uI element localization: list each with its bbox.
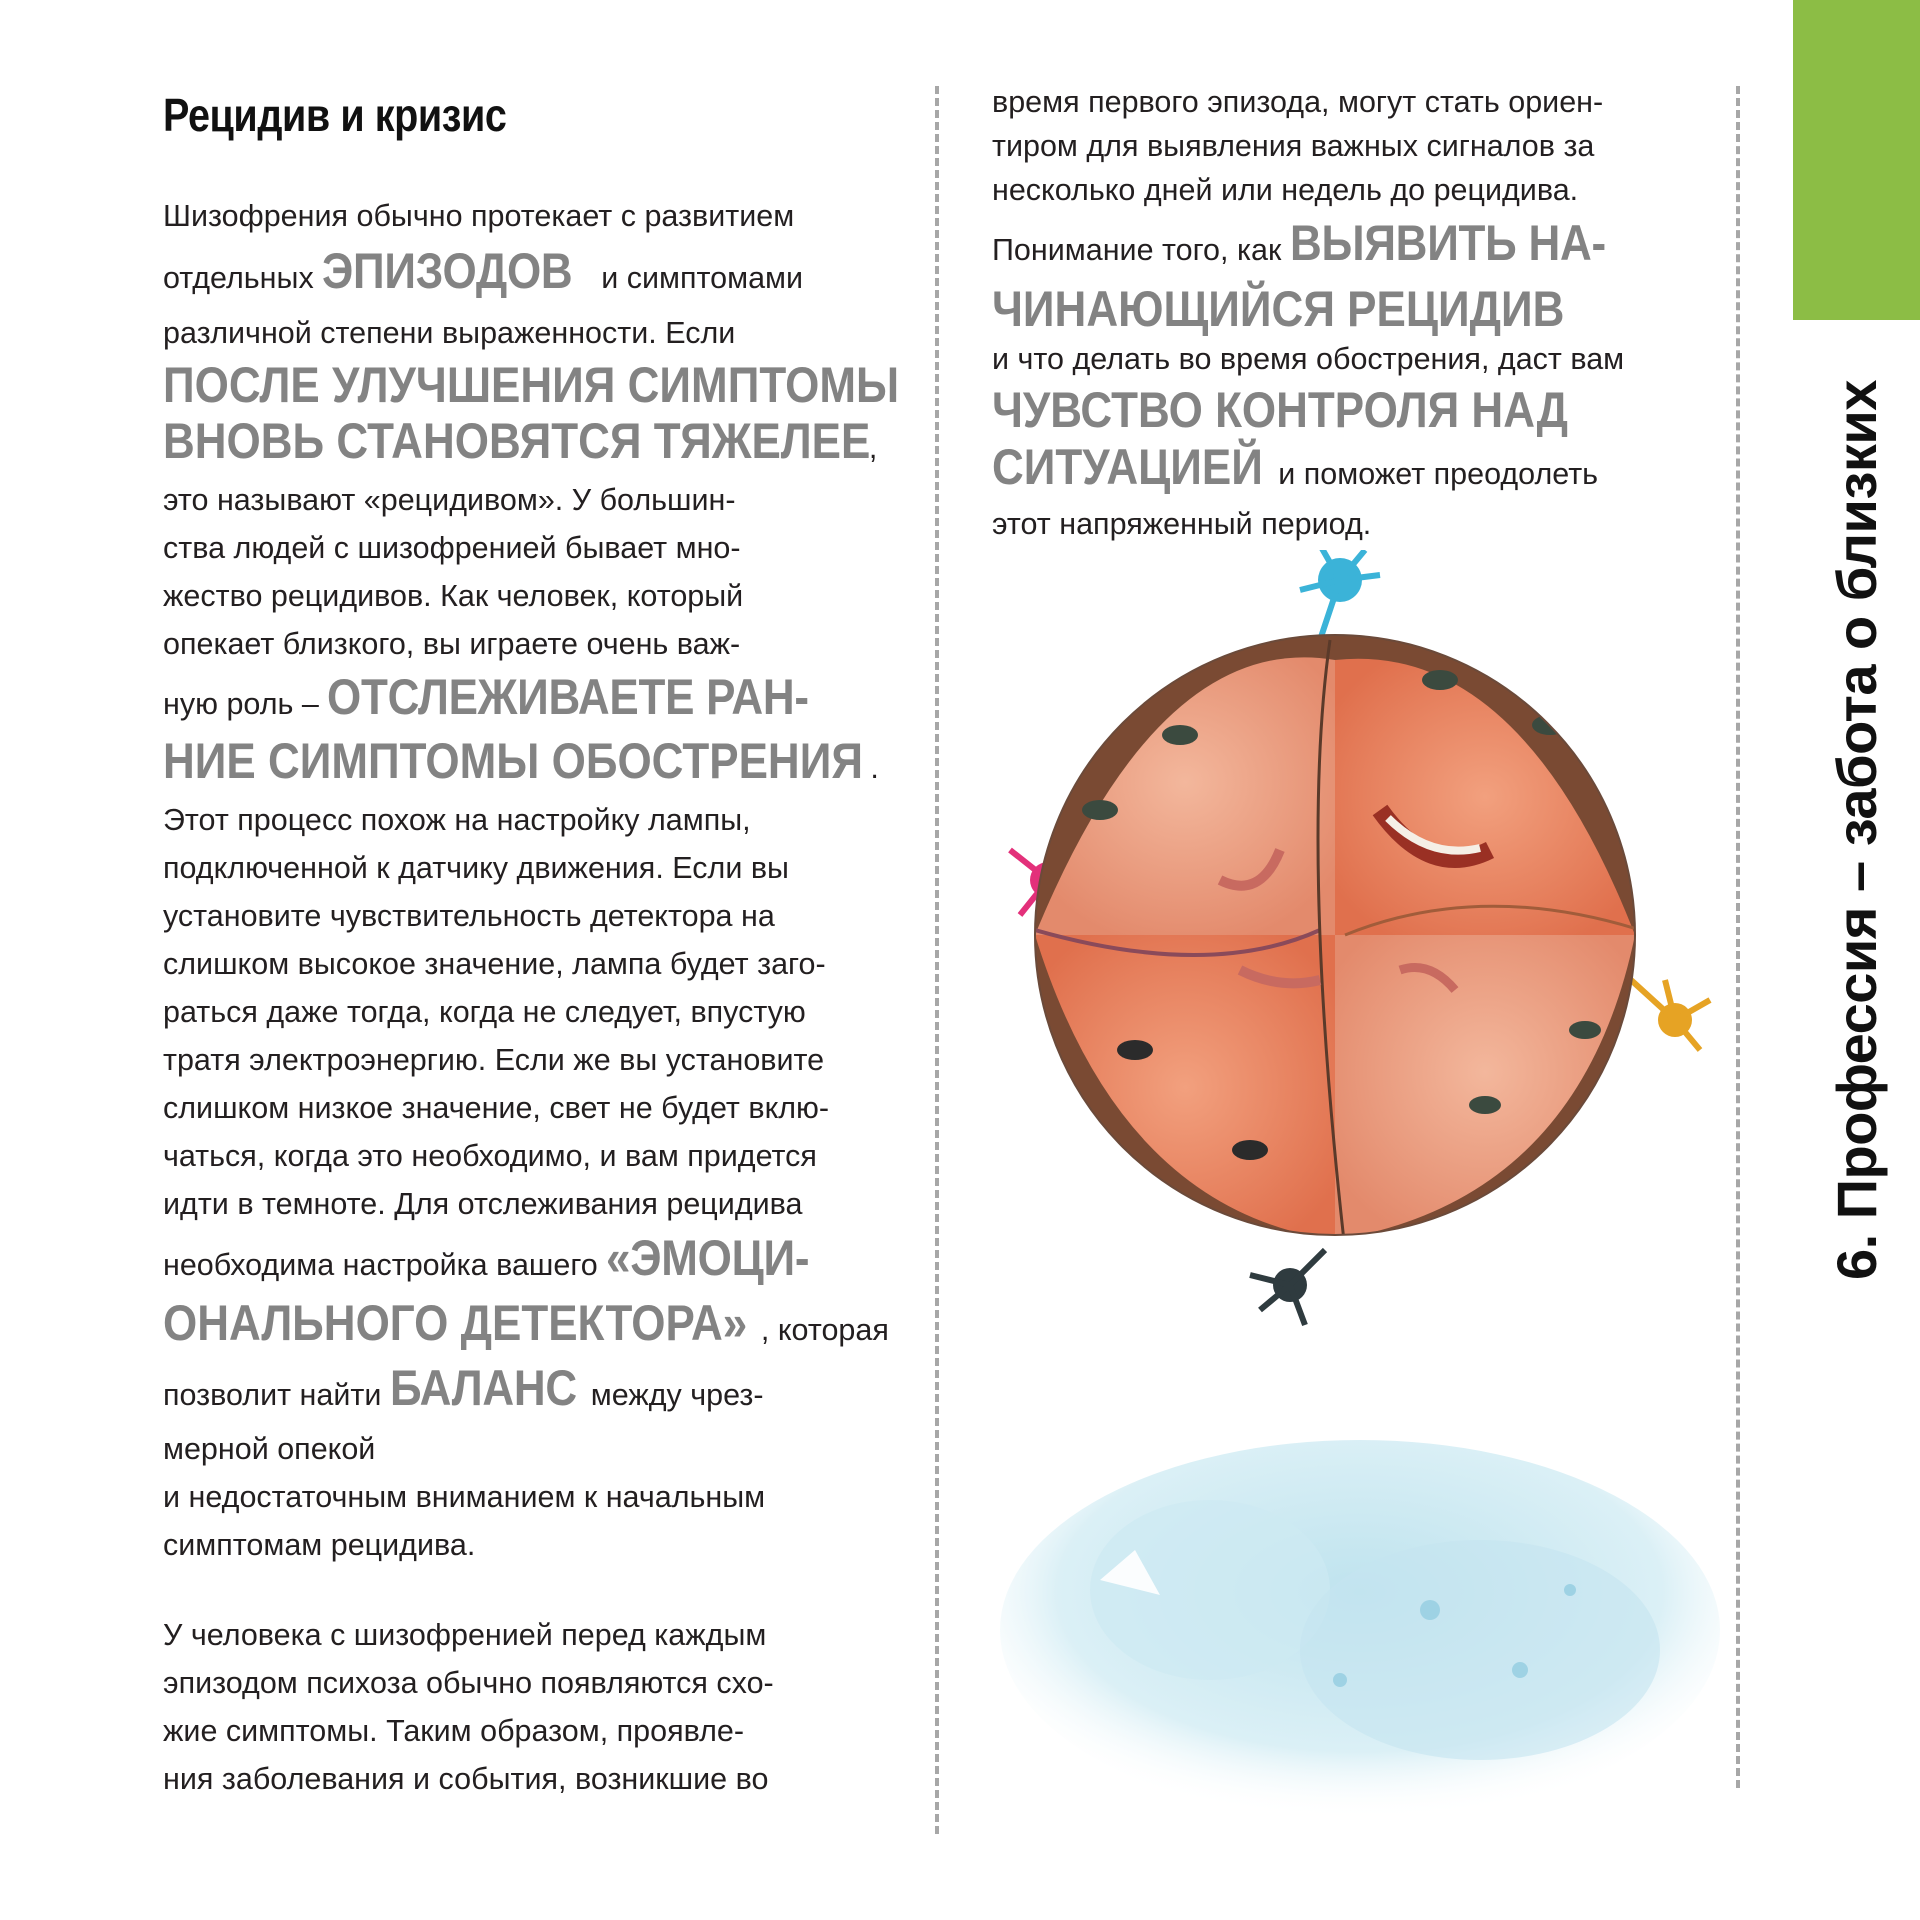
text-fragment: ную роль –	[163, 687, 328, 721]
highlight-line	[992, 381, 1732, 439]
text-fragment: отдельных	[163, 261, 323, 295]
text-line: установите чувствительность детектора на	[163, 899, 775, 933]
text-line: тиром для выявления важных сигналов за	[992, 129, 1595, 163]
text-line: этот напряженный период.	[992, 507, 1372, 541]
text-line: несколько дней или недель до рецидива.	[992, 173, 1579, 207]
text-line: жие симптомы. Таким образом, проявле-	[163, 1714, 745, 1748]
highlight-line	[163, 733, 923, 796]
text-fragment: ,	[868, 431, 878, 465]
left-column	[163, 192, 923, 1803]
section-heading: Рецидив и кризис	[163, 89, 507, 141]
text-line: слишком высокое значение, лампа будет заго-	[163, 947, 826, 981]
text-line: подключенной к датчику движения. Если вы	[163, 851, 789, 885]
text-line	[163, 240, 923, 309]
text-line: различной степени выраженности. Если	[163, 316, 736, 350]
text-line: жество рецидивов. Как человек, который	[163, 579, 744, 613]
column-divider-right	[1736, 86, 1740, 1788]
highlight-line	[163, 357, 923, 413]
highlight-line	[992, 281, 1732, 337]
text-line	[163, 668, 923, 733]
highlight-line	[163, 1295, 923, 1358]
text-line	[163, 1358, 923, 1425]
chapter-color-tab	[1793, 0, 1920, 320]
right-column	[992, 80, 1732, 546]
text-line: опекает близкого, вы играете очень важ-	[163, 627, 741, 661]
text-fragment: и симптомами	[592, 261, 804, 295]
text-line: тратя электроэнергию. Если же вы установите	[163, 1043, 825, 1077]
highlight-text: ЧУВСТВО КОНТРОЛЯ НАД	[992, 382, 1568, 438]
text-line: эпизодом психоза обычно появляются схо-	[163, 1666, 774, 1700]
column-divider-left	[935, 86, 939, 1834]
text-line: ния заболевания и события, возникшие во	[163, 1762, 769, 1796]
text-line: и что делать во время обострения, даст вам	[992, 342, 1625, 376]
highlight-text: ПОСЛЕ УЛУЧШЕНИЯ СИМПТОМЫ	[163, 357, 900, 413]
text-line: идти в темноте. Для отслеживания рецидива	[163, 1187, 803, 1221]
text-line: это называют «рецидивом». У большин-	[163, 483, 736, 517]
highlight-text: ВНОВЬ СТАНОВЯТСЯ ТЯЖЕЛЕЕ	[163, 413, 871, 469]
text-fragment: позволит найти	[163, 1378, 390, 1412]
text-line: Шизофрения обычно протекает с развитием	[163, 199, 795, 233]
text-line: раться даже тогда, когда не следует, впустую	[163, 995, 806, 1029]
text-fragment: и поможет преодолеть	[1269, 457, 1599, 491]
text-line: чаться, когда это необходимо, и вам придется	[163, 1139, 817, 1173]
text-fragment: .	[870, 751, 879, 785]
highlight-text: СИТУАЦИЕЙ	[992, 439, 1263, 495]
highlight-episodes: ЭПИЗОДОВ	[322, 243, 573, 299]
splash-blue-top	[1300, 550, 1380, 640]
text-line	[163, 1228, 923, 1295]
text-line: время первого эпизода, могут стать ориен-	[992, 85, 1604, 119]
highlight-line	[163, 413, 923, 476]
text-line: симптомам рецидива.	[163, 1528, 476, 1562]
paragraph-gap	[163, 1569, 923, 1611]
faces-circle	[1035, 635, 1640, 1250]
text-line: У человека с шизофренией перед каждым	[163, 1618, 767, 1652]
highlight-balance: БАЛАНС	[389, 1360, 577, 1416]
highlight-line	[992, 439, 1732, 502]
text-line: ства людей с шизофренией бывает мно-	[163, 531, 741, 565]
text-fragment: Понимание того, как	[992, 233, 1290, 267]
highlight-text: НИЕ СИМПТОМЫ ОБОСТРЕНИЯ	[163, 733, 863, 789]
text-line	[992, 212, 1732, 281]
splash-dark-bottom	[1250, 1250, 1325, 1325]
text-line: и недостаточным вниманием к начальным	[163, 1480, 766, 1514]
text-fragment: необходима настройка вашего	[163, 1248, 607, 1282]
chapter-title: 6. Профессия – забота о близких	[1825, 380, 1888, 1280]
text-line: Этот процесс похож на настройку лампы,	[163, 803, 751, 837]
highlight-detect: ВЫЯВИТЬ НА-	[1289, 215, 1606, 271]
highlight-tracking: ОТСЛЕЖИВАЕТЕ РАН-	[327, 669, 810, 725]
text-line: мерной опекой	[163, 1432, 376, 1466]
highlight-text: ЧИНАЮЩИЙСЯ РЕЦИДИВ	[992, 281, 1565, 337]
text-fragment: , которая	[760, 1313, 889, 1347]
highlight-text: ОНАЛЬНОГО ДЕТЕКТОРА»	[163, 1295, 748, 1351]
splash-orange-right	[1620, 970, 1710, 1050]
watercolor-wash	[1000, 1440, 1720, 1820]
highlight-emotional: «ЭМОЦИ-	[606, 1230, 810, 1286]
text-fragment: между чрез-	[582, 1378, 764, 1412]
faces-circle-illustration	[960, 550, 1730, 1850]
text-line: слишком низкое значение, свет не будет вклю-	[163, 1091, 830, 1125]
